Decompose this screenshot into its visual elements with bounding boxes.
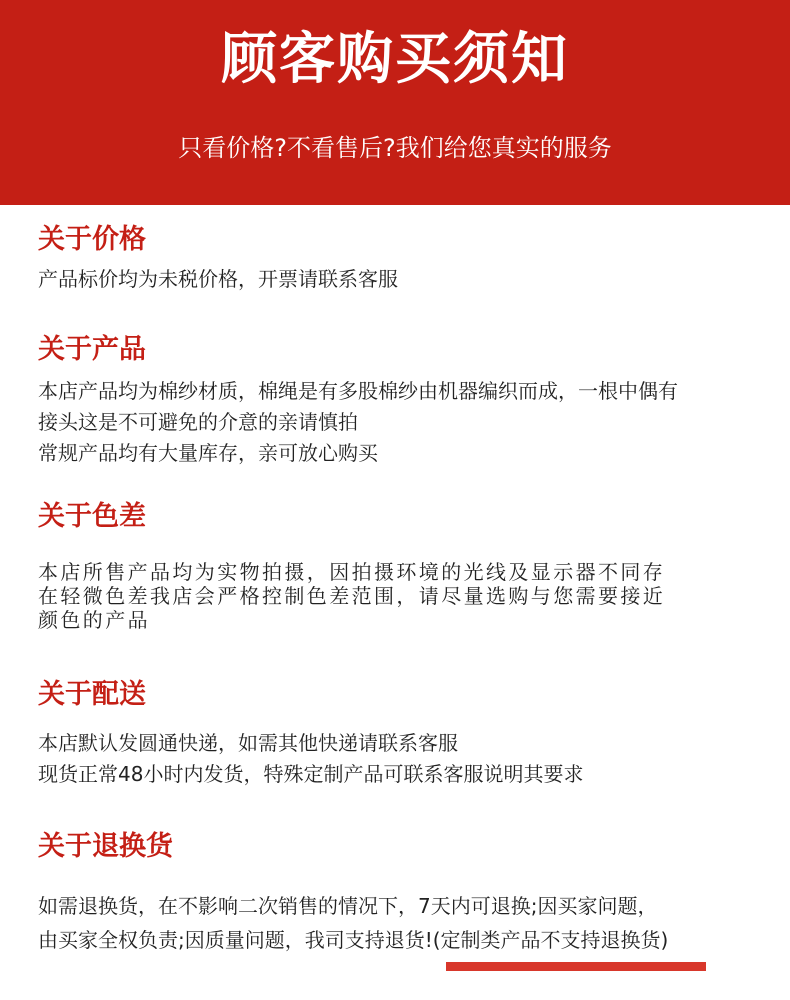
section-product-title: 关于产品 <box>38 334 146 365</box>
footer-accent-bar <box>446 962 706 971</box>
section-shipping-title: 关于配送 <box>38 679 146 710</box>
section-shipping-line: 本店默认发圆通快递，如需其他快递请联系客服 <box>38 731 458 755</box>
section-shipping-line: 现货正常48小时内发货，特殊定制产品可联系客服说明其要求 <box>38 762 584 786</box>
section-product-line: 接头这是不可避免的介意的亲请慎拍 <box>38 410 358 434</box>
section-product-line: 本店产品均为棉纱材质，棉绳是有多股棉纱由机器编织而成，一根中偶有 <box>38 379 678 403</box>
page-title: 顾客购买须知 <box>221 27 569 92</box>
section-color-line: 颜色的产品 <box>38 608 150 632</box>
section-color-title: 关于色差 <box>38 501 146 532</box>
section-color-line: 在轻微色差我店会严格控制色差范围，请尽量选购与您需要接近 <box>38 584 666 608</box>
section-price-title: 关于价格 <box>38 224 146 255</box>
header-banner <box>0 0 790 205</box>
section-price-line: 产品标价均为未税价格，开票请联系客服 <box>38 267 398 291</box>
section-product-line: 常规产品均有大量库存，亲可放心购买 <box>38 441 378 465</box>
section-color-line: 本店所售产品均为实物拍摄，因拍摄环境的光线及显示器不同存 <box>38 560 666 584</box>
section-return-line: 如需退换货，在不影响二次销售的情况下，7天内可退换;因买家问题， <box>38 894 658 918</box>
section-return-line: 由买家全权负责;因质量问题，我司支持退货!(定制类产品不支持退换货) <box>38 928 669 952</box>
page-subtitle: 只看价格?不看售后?我们给您真实的服务 <box>178 134 612 162</box>
section-return-title: 关于退换货 <box>38 831 173 862</box>
